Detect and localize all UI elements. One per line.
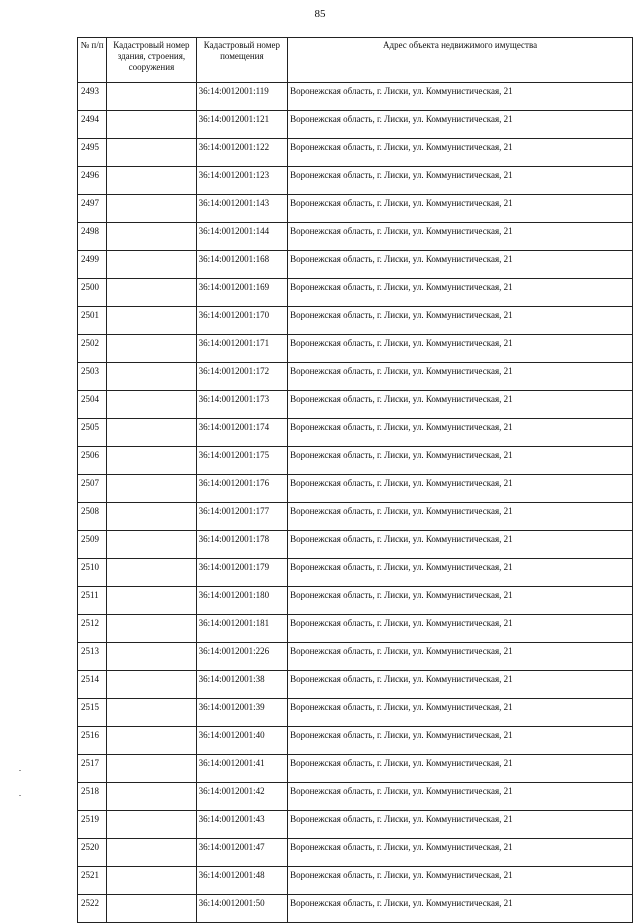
row-number-cell: 2500 (78, 279, 107, 307)
row-number-cell: 2521 (78, 867, 107, 895)
building-cadastral-cell (107, 783, 196, 811)
address-cell: Воронежская область, г. Лиски, ул. Коммунистическая, 21 (288, 615, 633, 643)
row-number-cell: 2507 (78, 475, 107, 503)
row-number-cell: 2513 (78, 643, 107, 671)
row-number-cell: 2503 (78, 363, 107, 391)
row-number-cell: 2511 (78, 587, 107, 615)
row-number-cell: 2518 (78, 783, 107, 811)
row-number-cell: 2515 (78, 699, 107, 727)
address-cell: Воронежская область, г. Лиски, ул. Коммунистическая, 21 (288, 167, 633, 195)
building-cadastral-cell (107, 839, 196, 867)
table-row (78, 587, 633, 615)
address-cell: Воронежская область, г. Лиски, ул. Коммунистическая, 21 (288, 139, 633, 167)
building-cadastral-cell (107, 615, 196, 643)
building-cadastral-cell (107, 811, 196, 839)
premises-cadastral-cell: 36:14:0012001:121 (196, 111, 287, 139)
table-row (78, 783, 633, 811)
premises-cadastral-cell: 36:14:0012001:170 (196, 307, 287, 335)
table-row (78, 531, 633, 559)
table-row (78, 727, 633, 755)
table-row (78, 195, 633, 223)
premises-cadastral-cell: 36:14:0012001:179 (196, 559, 287, 587)
table-row (78, 279, 633, 307)
premises-cadastral-cell: 36:14:0012001:176 (196, 475, 287, 503)
table-row (78, 475, 633, 503)
table-header-row (78, 38, 633, 83)
address-cell: Воронежская область, г. Лиски, ул. Коммунистическая, 21 (288, 83, 633, 111)
row-number-cell: 2510 (78, 559, 107, 587)
building-cadastral-cell (107, 335, 196, 363)
row-number-cell: 2520 (78, 839, 107, 867)
building-cadastral-cell (107, 475, 196, 503)
table-row (78, 83, 633, 111)
address-cell: Воронежская область, г. Лиски, ул. Коммунистическая, 21 (288, 307, 633, 335)
table-row (78, 447, 633, 475)
premises-cadastral-cell: 36:14:0012001:48 (196, 867, 287, 895)
address-cell: Воронежская область, г. Лиски, ул. Коммунистическая, 21 (288, 531, 633, 559)
premises-cadastral-cell: 36:14:0012001:50 (196, 895, 287, 923)
building-cadastral-cell (107, 223, 196, 251)
premises-cadastral-cell: 36:14:0012001:39 (196, 699, 287, 727)
row-number-cell: 2504 (78, 391, 107, 419)
address-cell: Воронежская область, г. Лиски, ул. Коммунистическая, 21 (288, 587, 633, 615)
address-cell: Воронежская область, г. Лиски, ул. Коммунистическая, 21 (288, 839, 633, 867)
table-row (78, 419, 633, 447)
address-cell: Воронежская область, г. Лиски, ул. Коммунистическая, 21 (288, 783, 633, 811)
row-number-cell: 2497 (78, 195, 107, 223)
table-row (78, 671, 633, 699)
address-cell: Воронежская область, г. Лиски, ул. Коммунистическая, 21 (288, 559, 633, 587)
premises-cadastral-cell: 36:14:0012001:173 (196, 391, 287, 419)
table-row (78, 335, 633, 363)
address-cell: Воронежская область, г. Лиски, ул. Коммунистическая, 21 (288, 419, 633, 447)
building-cadastral-cell (107, 83, 196, 111)
address-cell: Воронежская область, г. Лиски, ул. Коммунистическая, 21 (288, 335, 633, 363)
row-number-cell: 2508 (78, 503, 107, 531)
address-cell: Воронежская область, г. Лиски, ул. Коммунистическая, 21 (288, 895, 633, 923)
premises-cadastral-cell: 36:14:0012001:42 (196, 783, 287, 811)
table-row (78, 839, 633, 867)
row-number-cell: 2509 (78, 531, 107, 559)
row-number-cell: 2516 (78, 727, 107, 755)
building-cadastral-cell (107, 699, 196, 727)
table-row (78, 139, 633, 167)
premises-cadastral-cell: 36:14:0012001:175 (196, 447, 287, 475)
building-cadastral-cell (107, 279, 196, 307)
address-cell: Воронежская область, г. Лиски, ул. Коммунистическая, 21 (288, 699, 633, 727)
premises-cadastral-cell: 36:14:0012001:40 (196, 727, 287, 755)
row-number-cell: 2506 (78, 447, 107, 475)
row-number-cell: 2514 (78, 671, 107, 699)
building-cadastral-cell (107, 167, 196, 195)
building-cadastral-cell (107, 587, 196, 615)
margin-mark (19, 770, 21, 771)
table-row (78, 755, 633, 783)
table-row (78, 867, 633, 895)
address-cell: Воронежская область, г. Лиски, ул. Коммунистическая, 21 (288, 111, 633, 139)
building-cadastral-cell (107, 419, 196, 447)
premises-cadastral-cell: 36:14:0012001:38 (196, 671, 287, 699)
address-cell: Воронежская область, г. Лиски, ул. Коммунистическая, 21 (288, 727, 633, 755)
row-number-cell: 2499 (78, 251, 107, 279)
row-number-cell: 2519 (78, 811, 107, 839)
building-cadastral-cell (107, 755, 196, 783)
building-cadastral-cell (107, 531, 196, 559)
page-number: 85 (314, 8, 326, 20)
table-row (78, 643, 633, 671)
table-row (78, 223, 633, 251)
building-cadastral-cell (107, 363, 196, 391)
premises-cadastral-cell: 36:14:0012001:174 (196, 419, 287, 447)
premises-cadastral-cell: 36:14:0012001:119 (196, 83, 287, 111)
address-cell: Воронежская область, г. Лиски, ул. Коммунистическая, 21 (288, 503, 633, 531)
row-number-cell: 2494 (78, 111, 107, 139)
row-number-cell: 2517 (78, 755, 107, 783)
building-cadastral-cell (107, 139, 196, 167)
table-row (78, 895, 633, 923)
building-cadastral-cell (107, 671, 196, 699)
table-row (78, 615, 633, 643)
premises-cadastral-cell: 36:14:0012001:43 (196, 811, 287, 839)
address-cell: Воронежская область, г. Лиски, ул. Коммунистическая, 21 (288, 363, 633, 391)
table-row (78, 307, 633, 335)
table-row (78, 363, 633, 391)
row-number-cell: 2501 (78, 307, 107, 335)
header-address: Адрес объекта недвижимого имущества (288, 38, 633, 83)
margin-mark (19, 795, 21, 796)
row-number-cell: 2522 (78, 895, 107, 923)
premises-cadastral-cell: 36:14:0012001:180 (196, 587, 287, 615)
table-row (78, 167, 633, 195)
building-cadastral-cell (107, 503, 196, 531)
building-cadastral-cell (107, 559, 196, 587)
row-number-cell: 2496 (78, 167, 107, 195)
building-cadastral-cell (107, 867, 196, 895)
premises-cadastral-cell: 36:14:0012001:168 (196, 251, 287, 279)
table-row (78, 559, 633, 587)
address-cell: Воронежская область, г. Лиски, ул. Коммунистическая, 21 (288, 643, 633, 671)
premises-cadastral-cell: 36:14:0012001:177 (196, 503, 287, 531)
address-cell: Воронежская область, г. Лиски, ул. Коммунистическая, 21 (288, 811, 633, 839)
address-cell: Воронежская область, г. Лиски, ул. Коммунистическая, 21 (288, 391, 633, 419)
building-cadastral-cell (107, 307, 196, 335)
building-cadastral-cell (107, 643, 196, 671)
building-cadastral-cell (107, 251, 196, 279)
table-row (78, 251, 633, 279)
building-cadastral-cell (107, 195, 196, 223)
building-cadastral-cell (107, 391, 196, 419)
address-cell: Воронежская область, г. Лиски, ул. Коммунистическая, 21 (288, 279, 633, 307)
address-cell: Воронежская область, г. Лиски, ул. Коммунистическая, 21 (288, 251, 633, 279)
row-number-cell: 2505 (78, 419, 107, 447)
header-row-number: № п/п (78, 38, 107, 83)
premises-cadastral-cell: 36:14:0012001:144 (196, 223, 287, 251)
table-row (78, 503, 633, 531)
premises-cadastral-cell: 36:14:0012001:181 (196, 615, 287, 643)
premises-cadastral-cell: 36:14:0012001:122 (196, 139, 287, 167)
premises-cadastral-cell: 36:14:0012001:171 (196, 335, 287, 363)
building-cadastral-cell (107, 727, 196, 755)
building-cadastral-cell (107, 111, 196, 139)
building-cadastral-cell (107, 895, 196, 923)
address-cell: Воронежская область, г. Лиски, ул. Коммунистическая, 21 (288, 867, 633, 895)
building-cadastral-cell (107, 447, 196, 475)
premises-cadastral-cell: 36:14:0012001:41 (196, 755, 287, 783)
address-cell: Воронежская область, г. Лиски, ул. Коммунистическая, 21 (288, 671, 633, 699)
table-body (78, 83, 633, 923)
row-number-cell: 2498 (78, 223, 107, 251)
property-registry-table (77, 37, 633, 923)
premises-cadastral-cell: 36:14:0012001:47 (196, 839, 287, 867)
address-cell: Воронежская область, г. Лиски, ул. Коммунистическая, 21 (288, 223, 633, 251)
premises-cadastral-cell: 36:14:0012001:226 (196, 643, 287, 671)
row-number-cell: 2495 (78, 139, 107, 167)
row-number-cell: 2493 (78, 83, 107, 111)
table-row (78, 391, 633, 419)
header-premises-cadastral: Кадастровый номер помещения (196, 38, 287, 83)
address-cell: Воронежская область, г. Лиски, ул. Коммунистическая, 21 (288, 475, 633, 503)
header-building-cadastral: Кадастровый номер здания, строения, сооружения (107, 38, 196, 83)
premises-cadastral-cell: 36:14:0012001:169 (196, 279, 287, 307)
premises-cadastral-cell: 36:14:0012001:178 (196, 531, 287, 559)
row-number-cell: 2512 (78, 615, 107, 643)
table-row (78, 111, 633, 139)
table-row (78, 699, 633, 727)
address-cell: Воронежская область, г. Лиски, ул. Коммунистическая, 21 (288, 447, 633, 475)
address-cell: Воронежская область, г. Лиски, ул. Коммунистическая, 21 (288, 755, 633, 783)
premises-cadastral-cell: 36:14:0012001:172 (196, 363, 287, 391)
row-number-cell: 2502 (78, 335, 107, 363)
premises-cadastral-cell: 36:14:0012001:143 (196, 195, 287, 223)
premises-cadastral-cell: 36:14:0012001:123 (196, 167, 287, 195)
address-cell: Воронежская область, г. Лиски, ул. Коммунистическая, 21 (288, 195, 633, 223)
table-row (78, 811, 633, 839)
